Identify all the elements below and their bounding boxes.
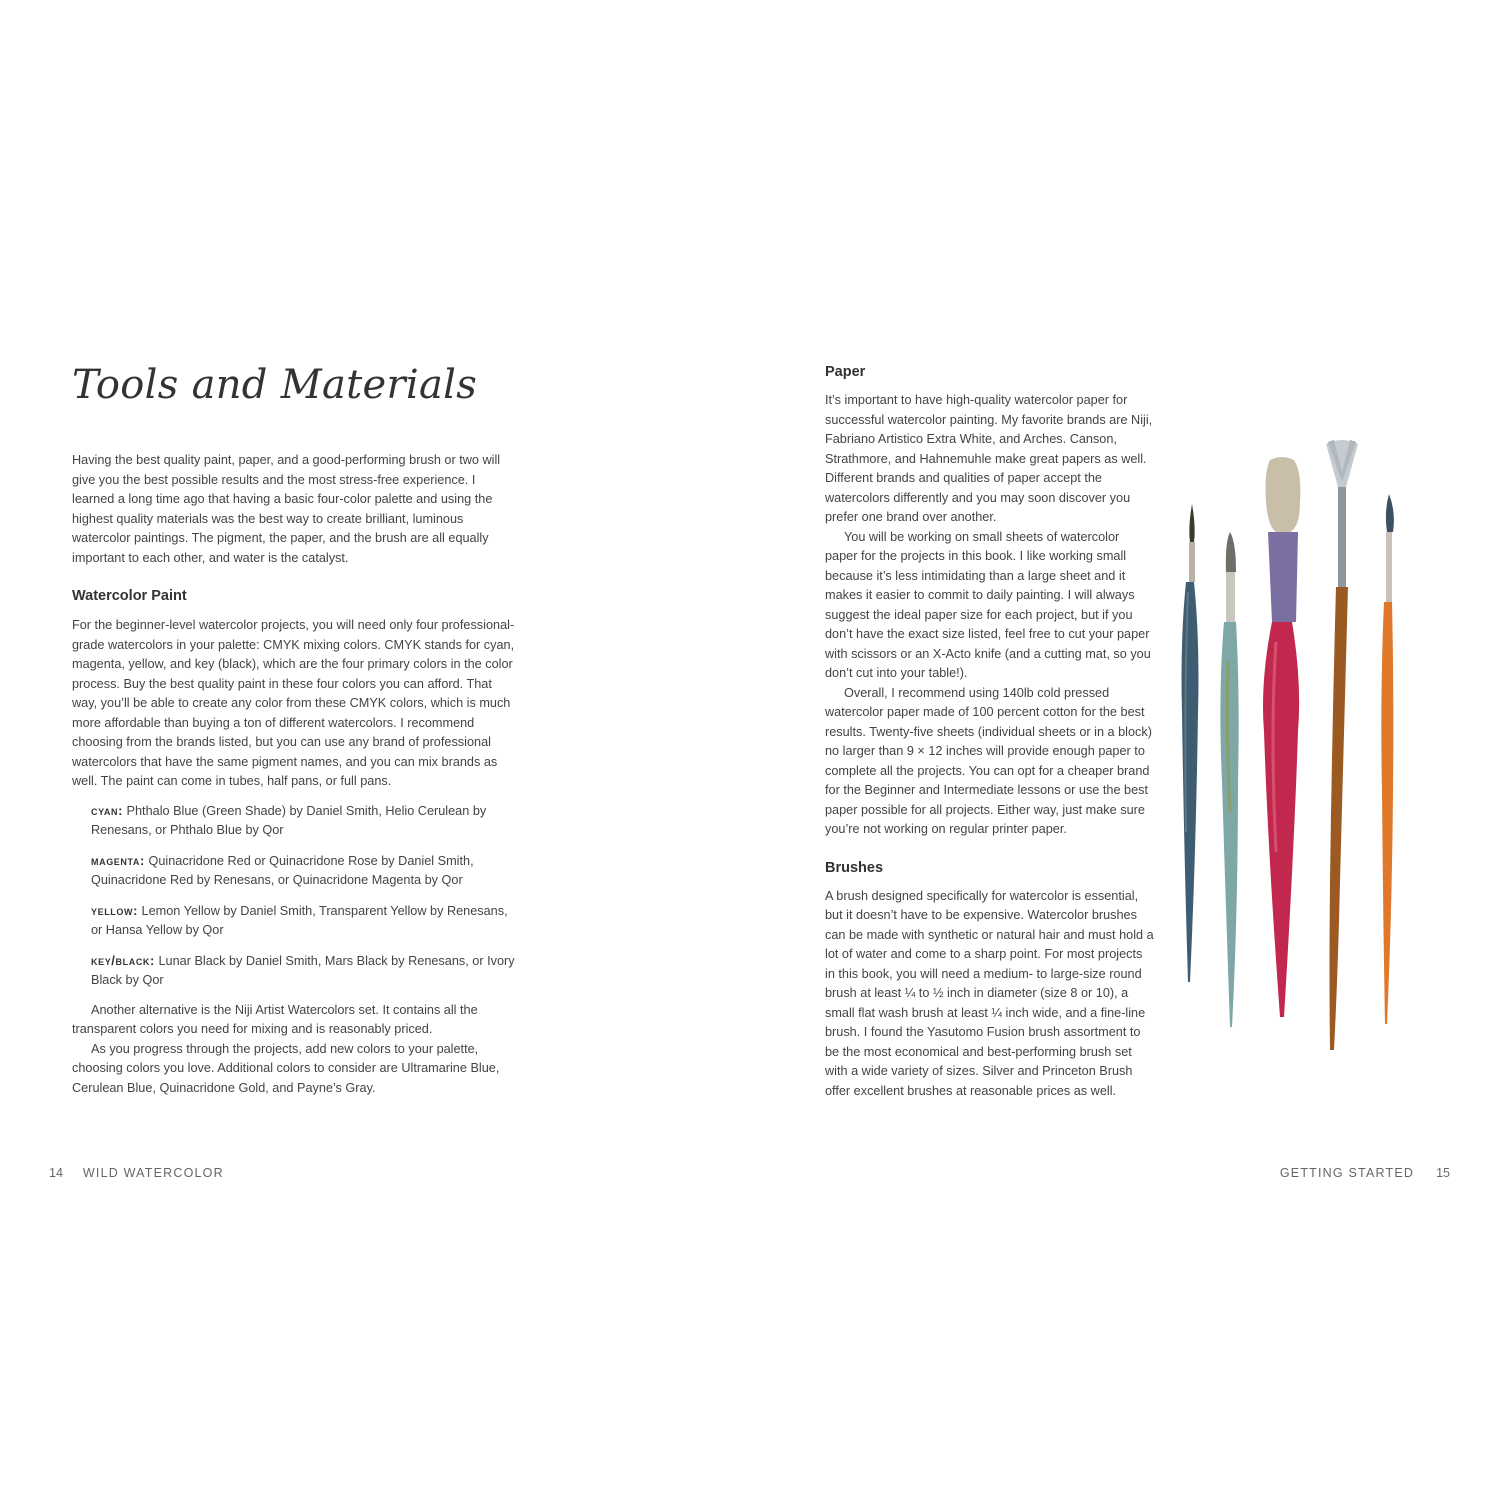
color-item-cyan (91, 801, 518, 841)
right-page-column (825, 362, 1155, 1101)
paper-paragraph-3: Overall, I recommend using 140lb cold pressed watercolor paper made of 100 percent cotton for the best results. Twenty-five sheets (individual sheets or in a block) no larger than 9 × 12 inches will provide enough paper to complete all the projects. You can opt for a cheaper brand for the Beginner and Intermediate lessons or use the best paper possible for all projects. Either way, just make sure you’re not working on regular printer paper. (825, 685, 1152, 836)
chapter-title-footer: GETTING STARTED (1279, 1166, 1415, 1180)
color-list (91, 801, 518, 991)
color-key-label: cyan: (91, 802, 124, 818)
color-description: Quinacridone Red or Quinacridone Rose by Daniel Smith, Quinacridone Red by Renesans, or Quinacridone Magenta by Qor (91, 853, 474, 887)
paper-heading: Paper (825, 364, 866, 380)
color-key-label: yellow: (91, 902, 139, 918)
color-description: Lunar Black by Daniel Smith, Mars Black by Renesans, or Ivory Black by Qor (91, 953, 515, 987)
brush-teal-green (1220, 532, 1238, 1027)
brush-dark-blue (1182, 504, 1199, 982)
color-item-magenta (91, 851, 518, 891)
brushes-paragraph: A brush designed specifically for watercolor is essential, but it doesn’t have to be expensive. Watercolor brushes can be made with synthetic or natural hair and must hold a lot of water and come to a sharp point. For most projects in this book, you will need a medium- to large-size round brush at least ¼ to ½ inch in diameter (size 8 or 10), a small flat wash brush at least ¼ inch wide, and a fine-line brush. I found the Yasutomo Fusion brush assortment to be the most economical and best-performing brush set with a wide variety of sizes. Silver and Princeton Brush offer excellent brushes at reasonable prices as well. (825, 888, 1154, 1098)
page-number-right: 15 (1436, 1166, 1450, 1180)
left-page-column (72, 355, 518, 1098)
color-item-key-black (91, 951, 518, 991)
book-title-footer: WILD WATERCOLOR (82, 1166, 224, 1180)
color-item-yellow (91, 901, 518, 941)
brush-fan-brown (1326, 440, 1358, 1050)
niji-alternative-paragraph: Another alternative is the Niji Artist Watercolors set. It contains all the transparent colors you need for mixing and is reasonably priced. (72, 1002, 478, 1036)
brush-fine-orange (1381, 494, 1394, 1024)
color-description: Lemon Yellow by Daniel Smith, Transparent Yellow by Renesans, or Hansa Yellow by Qor (91, 903, 508, 937)
page-title: Tools and Materials (72, 362, 478, 408)
footer-left (49, 1166, 224, 1180)
intro-paragraph: Having the best quality paint, paper, and a good-performing brush or two will give you the best possible results and the most stress-free experience. I learned a long time ago that having a basic four-color palette and using the highest quality materials was the best way to create brilliant, luminous watercolor paintings. The pigment, the paper, and the brush are all equally important to each other, and water is the catalyst. (72, 453, 501, 565)
watercolor-brushes-illustration (1168, 432, 1468, 1062)
brushes-heading: Brushes (825, 859, 884, 876)
footer-right (1280, 1166, 1450, 1180)
brush-magenta-round (1263, 457, 1300, 1017)
color-description: Phthalo Blue (Green Shade) by Daniel Smith, Helio Cerulean by Renesans, or Phthalo Blue by Qor (91, 803, 487, 837)
page-number-left: 14 (49, 1166, 63, 1180)
paper-paragraph-2: You will be working on small sheets of watercolor paper for the projects in this book. I like working small because it’s less intimidating than a large sheet and it makes it easier to commit to daily painting. I will always suggest the ideal paper size for each project, but if you don’t have the exact size listed, feel free to cut your paper with scissors or an X-Acto knife (and a cutting mat, so you don’t cut into your table!). (825, 529, 1151, 680)
color-key-label: magenta: (91, 852, 145, 868)
watercolor-paint-paragraph: For the beginner-level watercolor projects, you will need only four professional-grade watercolors in your palette: CMYK mixing colors. CMYK stands for cyan, magenta, yellow, and key (black), which are the four primary colors in the color process. Buy the best quality paint in these four colors you can afford. That way, you’ll be able to create any color from these CMYK colors, which is much more affordable than buying a ton of different watercolors. I recommend choosing from the brands listed, but you can use any brand of professional watercolors that have the same pigment names, and you can mix brands as well. The paint can come in tubes, half pans, or full pans. (72, 618, 515, 788)
watercolor-paint-heading: Watercolor Paint (72, 588, 187, 604)
color-key-label: key/black: (91, 952, 155, 968)
additional-colors-paragraph: As you progress through the projects, add new colors to your palette, choosing colors you love. Additional colors to consider are Ultramarine Blue, Cerulean Blue, Quinacridone Gold, and Payne’s Gray. (72, 1041, 500, 1095)
paper-paragraph-1: It’s important to have high-quality watercolor paper for successful watercolor painting. My favorite brands are Niji, Fabriano Artistico Extra White, and Arches. Canson, Strathmore, and Hahnemuhle make great papers as well. Different brands and qualities of paper accept the watercolors differently and you may soon discover you prefer one brand over another. (825, 393, 1153, 524)
